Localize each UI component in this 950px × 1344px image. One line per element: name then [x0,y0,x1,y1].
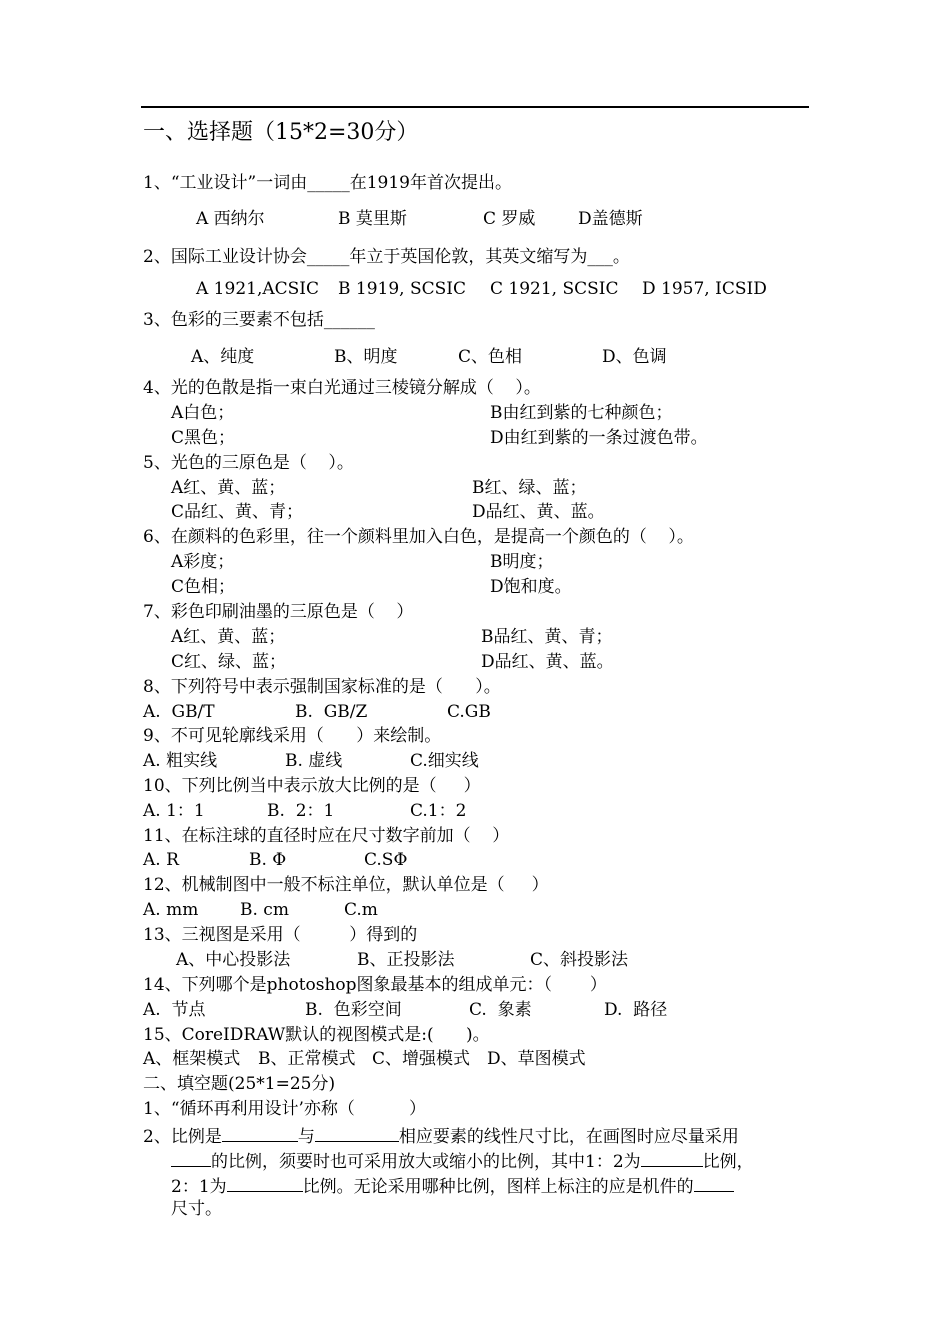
q3-option-b: B、明度 [334,347,398,367]
question-7: 7、彩色印刷油墨的三原色是（ ） [143,602,414,622]
q12-option-a: A. mm [143,900,199,920]
q2-option-d: D 1957, ICSID [642,279,767,299]
q12-option-b: B. cm [240,900,289,920]
q2-option-b: B 1919, SCSIC [338,279,466,299]
fill-q2-text-1: 2、比例是 [143,1127,222,1147]
q5-option-a: A红、黄、蓝； [171,478,286,498]
q14-option-c: C. 象素 [469,1000,532,1020]
question-13: 13、三视图是采用（ ）得到的 [143,925,418,945]
q7-option-a: A红、黄、蓝； [171,627,286,647]
q14-option-b: B. 色彩空间 [305,1000,402,1020]
fill-question-2-line4: 尺寸。 [171,1199,222,1219]
q4-option-c: C黑色； [171,428,236,448]
q7-option-c: C红、绿、蓝； [171,652,287,672]
q4-option-b: B由红到紫的七种颜色； [490,403,673,423]
q2-option-c: C 1921, SCSIC [490,279,619,299]
q6-option-d: D饱和度。 [490,577,572,597]
q15-option-b: B、正常模式 [258,1049,356,1069]
q4-option-d: D由红到紫的一条过渡色带。 [490,428,708,448]
fill-q2-text-3: 相应要素的线性尺寸比，在画图时应尽量采用 [398,1127,739,1147]
q3-option-d: D、色调 [602,347,667,367]
q5-option-c: C品红、黄、青； [171,502,304,522]
fill-q2-text-4: 的比例，须要时也可采用放大或缩小的比例，其中1：2为 [211,1152,641,1172]
fill-q2-text-7: 比例。无论采用哪种比例，图样上标注的应是机件的 [302,1177,694,1197]
fill-question-2-line1 [143,1123,739,1148]
q3-option-a: A、纯度 [191,347,255,367]
q14-option-a: A. 节点 [143,1000,206,1020]
question-14: 14、下列哪个是photoshop图象最基本的组成单元：（ ） [143,975,607,995]
q6-option-c: C色相； [171,577,236,597]
q13-option-c: C、斜投影法 [530,950,629,970]
question-3: 3、色彩的三要素不包括______ [143,310,375,330]
q3-option-c: C、色相 [458,347,523,367]
q8-option-a: A. GB/T [143,702,215,722]
q8-option-c: C.GB [447,702,491,722]
blank-4 [641,1148,703,1167]
blank-2 [315,1123,399,1142]
fill-question-2-line2 [171,1148,754,1173]
blank-1 [222,1123,298,1142]
q4-option-a: A白色； [171,403,235,423]
q2-option-a: A 1921,ACSIC [196,279,320,299]
q15-option-a: A、框架模式 [143,1049,241,1069]
q1-option-c: C 罗威 [483,209,536,229]
q13-option-b: B、正投影法 [357,950,455,970]
fill-q2-text-2: 与 [297,1127,315,1147]
fill-q2-text-5: 比例， [702,1152,754,1172]
q1-option-b: B 莫里斯 [338,209,407,229]
q9-option-c: C.细实线 [410,751,479,771]
q11-option-b: B. Φ [249,850,287,870]
fill-question-2-line3 [171,1173,734,1198]
q10-option-c: C.1：2 [410,801,467,821]
q14-option-d: D. 路径 [604,1000,668,1020]
question-4: 4、光的色散是指一束白光通过三棱镜分解成（ ）。 [143,378,541,398]
q5-option-d: D品红、黄、蓝。 [472,502,605,522]
question-1: 1、“工业设计”一词由_____在1919年首次提出。 [143,173,512,193]
question-12: 12、机械制图中一般不标注单位，默认单位是（ ） [143,875,549,895]
q15-option-d: D、草图模式 [487,1049,586,1069]
header-rule [141,106,809,108]
q12-option-c: C.m [344,900,378,920]
q6-option-b: B明度； [490,552,554,572]
question-8: 8、下列符号中表示强制国家标准的是（ ）。 [143,677,501,697]
q11-option-c: C.SΦ [364,850,408,870]
q10-option-b: B. 2：1 [267,801,335,821]
q7-option-b: B品红、黄、青； [481,627,613,647]
q6-option-a: A彩度； [171,552,235,572]
question-11: 11、在标注球的直径时应在尺寸数字前加（ ） [143,826,510,846]
fill-q2-text-6: 2：1为 [171,1177,227,1197]
question-15: 15、CoreIDRAW默认的视图模式是:( )。 [143,1025,490,1045]
q1-option-d: D盖德斯 [578,209,643,229]
q5-option-b: B红、绿、蓝； [472,478,587,498]
question-9: 9、不可见轮廓线采用（ ）来绘制。 [143,726,442,746]
q15-option-c: C、增强模式 [372,1049,471,1069]
q9-option-b: B. 虚线 [285,751,343,771]
q8-option-b: B. GB/Z [295,702,368,722]
section1-title: 一、选择题（15*2=30分） [143,120,419,145]
q11-option-a: A. R [143,850,179,870]
question-2: 2、国际工业设计协会_____年立于英国伦敦，其英文缩写为___。 [143,247,630,267]
q7-option-d: D品红、黄、蓝。 [481,652,614,672]
fill-question-1: 1、“循环再利用设计’亦称（ ） [143,1099,426,1119]
q1-option-a: A 西纳尔 [196,209,265,229]
blank-3 [171,1148,211,1167]
q10-option-a: A. 1：1 [143,801,205,821]
section2-title: 二、填空题(25*1=25分) [143,1074,336,1094]
question-10: 10、下列比例当中表示放大比例的是（ ） [143,776,481,796]
blank-5 [227,1173,303,1192]
question-5: 5、光色的三原色是（ ）。 [143,453,354,473]
blank-6 [694,1173,734,1192]
question-6: 6、在颜料的色彩里，往一个颜料里加入白色，是提高一个颜色的（ ）。 [143,527,694,547]
q9-option-a: A. 粗实线 [143,751,218,771]
q13-option-a: A、中心投影法 [176,950,291,970]
